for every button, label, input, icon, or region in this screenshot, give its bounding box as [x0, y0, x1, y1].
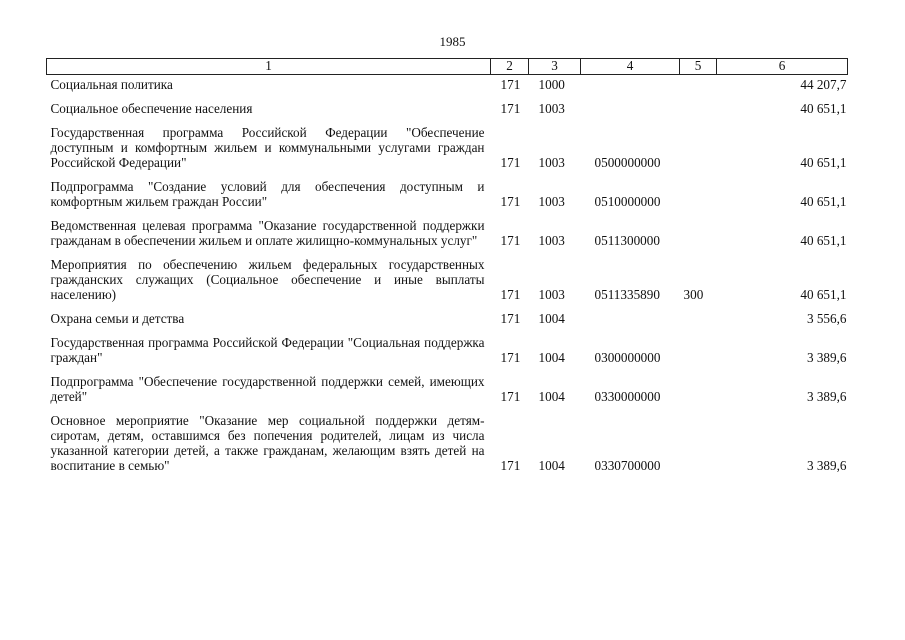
row-col-5 — [680, 170, 717, 209]
row-col-3: 1003 — [538, 287, 565, 302]
row-name: Государственная программа Российской Федерации "Социальная поддержка граждан" — [50, 335, 485, 365]
row-col-4: 0500000000 — [594, 155, 661, 170]
row-col-5 — [680, 75, 717, 93]
row-name: Охрана семьи и детства — [50, 311, 185, 326]
row-col-3: 1004 — [538, 311, 565, 326]
row-amount: 40 651,1 — [800, 155, 847, 170]
row-col-2: 171 — [500, 101, 521, 116]
row-col-4 — [581, 302, 680, 326]
row-col-4 — [581, 92, 680, 116]
row-amount: 3 389,6 — [806, 389, 847, 404]
row-col-5: 300 — [683, 287, 704, 302]
row-col-4: 0330000000 — [594, 389, 661, 404]
row-col-5 — [680, 302, 717, 326]
table-header — [47, 59, 848, 75]
row-col-3: 1003 — [538, 233, 565, 248]
row-col-4: 0511300000 — [594, 233, 660, 248]
header-col-5: 5 — [680, 59, 717, 75]
row-name: Подпрограмма "Создание условий для обеспечения доступным и комфортным жильем граждан России" — [50, 179, 485, 209]
row-col-2: 171 — [500, 233, 521, 248]
row-name: Мероприятия по обеспечению жильем федеральных государственных гражданских служащих (Социальное обеспечение и иные выплаты населению) — [50, 257, 485, 302]
row-col-2: 171 — [500, 389, 521, 404]
row-amount: 40 651,1 — [800, 287, 847, 302]
row-col-2: 171 — [500, 350, 521, 365]
row-name: Подпрограмма "Обеспечение государственной поддержки семей, имеющих детей" — [50, 374, 485, 404]
row-col-5 — [680, 116, 717, 170]
table-body — [47, 75, 848, 474]
row-col-2: 171 — [500, 194, 521, 209]
row-name: Ведомственная целевая программа "Оказание государственной поддержки гражданам в обеспечении жильем и оплате жилищно-коммунальных услуг" — [50, 218, 485, 248]
row-name: Социальная политика — [50, 77, 173, 92]
row-col-5 — [680, 209, 717, 248]
row-col-4 — [581, 75, 680, 93]
row-col-2: 171 — [500, 458, 521, 473]
row-col-5 — [680, 326, 717, 365]
row-col-3: 1003 — [538, 194, 565, 209]
row-col-2: 171 — [500, 287, 521, 302]
row-name: Социальное обеспечение населения — [50, 101, 253, 116]
row-col-4: 0300000000 — [594, 350, 661, 365]
row-col-4: 0510000000 — [594, 194, 661, 209]
table-row — [47, 365, 848, 404]
page-number: 1985 — [439, 34, 466, 49]
row-amount: 3 389,6 — [806, 350, 847, 365]
budget-table — [46, 58, 848, 473]
table-row — [47, 92, 848, 116]
table-row — [47, 404, 848, 473]
table-row — [47, 209, 848, 248]
row-col-3: 1004 — [538, 350, 565, 365]
row-col-3: 1004 — [538, 389, 565, 404]
table-row — [47, 116, 848, 170]
row-col-5 — [680, 365, 717, 404]
row-amount: 40 651,1 — [800, 101, 847, 116]
row-amount: 3 556,6 — [806, 311, 847, 326]
row-col-2: 171 — [500, 155, 521, 170]
header-col-3: 3 — [529, 59, 581, 75]
row-col-2: 171 — [500, 77, 521, 92]
row-name: Государственная программа Российской Федерации "Обеспечение доступным и комфортным жильем и коммунальными услугами граждан Российской Федерации" — [50, 125, 485, 170]
row-col-3: 1004 — [538, 458, 565, 473]
row-amount: 3 389,6 — [806, 458, 847, 473]
header-col-2: 2 — [491, 59, 529, 75]
header-col-6: 6 — [717, 59, 848, 75]
row-col-3: 1003 — [538, 155, 565, 170]
table-row — [47, 75, 848, 93]
row-col-5 — [680, 92, 717, 116]
row-col-2: 171 — [500, 311, 521, 326]
header-col-4: 4 — [581, 59, 680, 75]
row-amount: 44 207,7 — [800, 77, 847, 92]
row-col-3: 1003 — [538, 101, 565, 116]
table-row — [47, 170, 848, 209]
row-col-3: 1000 — [538, 77, 565, 92]
row-col-4: 0511335890 — [594, 287, 660, 302]
row-amount: 40 651,1 — [800, 233, 847, 248]
row-col-4: 0330700000 — [594, 458, 661, 473]
row-name: Основное мероприятие "Оказание мер социальной поддержки детям-сиротам, детям, оставшимся без попечения родителей, лицам из числа указанной категории детей, а также гражданам, желающим взять детей на воспитание в семью" — [50, 413, 485, 473]
row-col-5 — [680, 404, 717, 473]
table-row — [47, 248, 848, 302]
table-row — [47, 302, 848, 326]
row-amount: 40 651,1 — [800, 194, 847, 209]
header-col-1: 1 — [47, 59, 491, 75]
table-row — [47, 326, 848, 365]
header-row — [47, 59, 848, 75]
